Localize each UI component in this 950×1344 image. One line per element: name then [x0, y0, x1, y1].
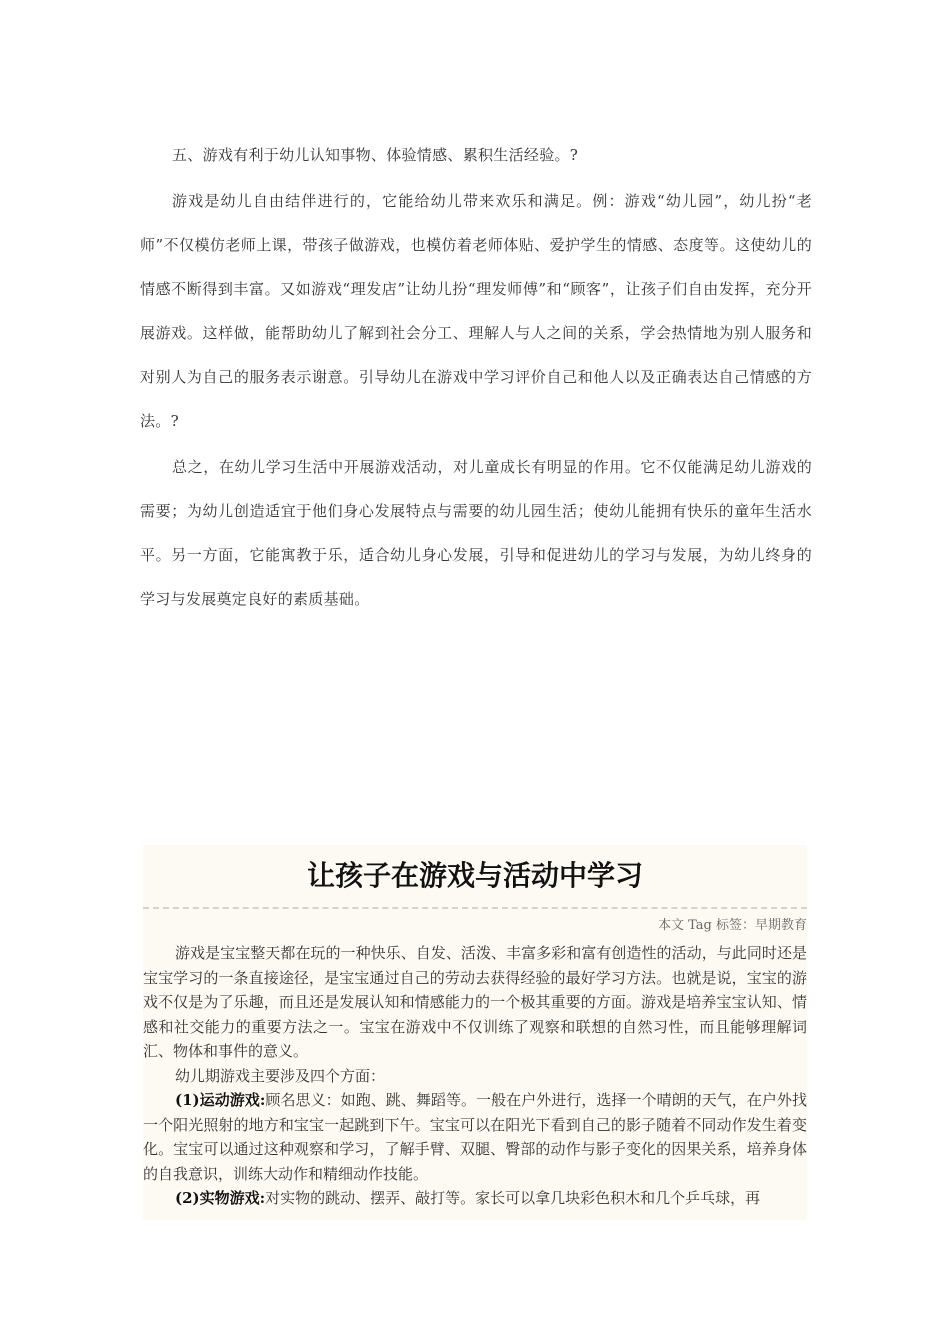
- list-item-object-games: [143, 1186, 807, 1211]
- item-text: 对实物的跳动、摆弄、敲打等。家长可以拿几块彩色积木和几个乒乓球，再: [265, 1189, 761, 1207]
- document-upper-section: [140, 133, 812, 621]
- aspects-intro: 幼儿期游戏主要涉及四个方面：: [175, 1066, 386, 1085]
- body-paragraph: 游戏是幼儿自由结伴进行的，它能给幼儿带来欢乐和满足。例：游戏“幼儿园”，幼儿扮“老师”不仅模仿老师上课，带孩子做游戏，也模仿着老师体贴、爱护学生的情感、态度等。这使幼儿的情感不断得到丰富。又如游戏“理发店”让幼儿扮“理发师傅”和“顾客”，让孩子们自由发挥，充分开展游戏。这样做，能帮助幼儿了解到社会分工、理解人与人之间的关系，学会热情地为别人服务和对别人为自己的服务表示谢意。引导幼儿在游戏中学习评价自己和他人以及正确表达自己情感的方法。?: [140, 192, 812, 430]
- item-label: (1)运动游戏:: [175, 1091, 266, 1109]
- item-label: (2)实物游戏:: [175, 1189, 266, 1207]
- dashed-divider: [143, 907, 807, 909]
- article-excerpt: [143, 845, 807, 1220]
- article-tag-line: 本文 Tag 标签：早期教育: [658, 918, 807, 933]
- article-intro-paragraph: 游戏是宝宝整天都在玩的一种快乐、自发、活泼、丰富多彩和富有创造性的活动，与此同时还是宝宝学习的一条直接途径，是宝宝通过自己的劳动去获得经验的最好学习方法。也就是说，宝宝的游戏不仅是为了乐趣，而且还是发展认知和情感能力的一个极其重要的方面。游戏是培养宝宝认知、情感和社交能力的重要方法之一。宝宝在游戏中不仅训练了观察和联想的自然习性，而且能够理解词汇、物体和事件的意义。: [143, 944, 807, 1060]
- article-title: 让孩子在游戏与活动中学习: [306, 859, 643, 892]
- list-item-motor-games: [143, 1088, 807, 1186]
- article-body: [143, 941, 807, 1211]
- item-text: 顾名思义：如跑、跳、舞蹈等。一般在户外进行，选择一个晴朗的天气，在户外找一个阳光照射的地方和宝宝一起跳到下午。宝宝可以在阳光下看到自己的影子随着不同动作发生着变化。宝宝可以通过这种观察和学习，了解手臂、双腿、臀部的动作与影子变化的因果关系，培养身体的自我意识，训练大动作和精细动作技能。: [143, 1091, 807, 1183]
- conclusion-paragraph: 总之，在幼儿学习生活中开展游戏活动，对儿童成长有明显的作用。它不仅能满足幼儿游戏的需要；为幼儿创造适宜于他们身心发展特点与需要的幼儿园生活；使幼儿能拥有快乐的童年生活水平。另一方面，它能寓教于乐，适合幼儿身心发展，引导和促进幼儿的学习与发展，为幼儿终身的学习与发展奠定良好的素质基础。: [140, 458, 812, 608]
- section-heading: 五、游戏有利于幼儿认知事物、体验情感、累积生活经验。?: [172, 146, 579, 164]
